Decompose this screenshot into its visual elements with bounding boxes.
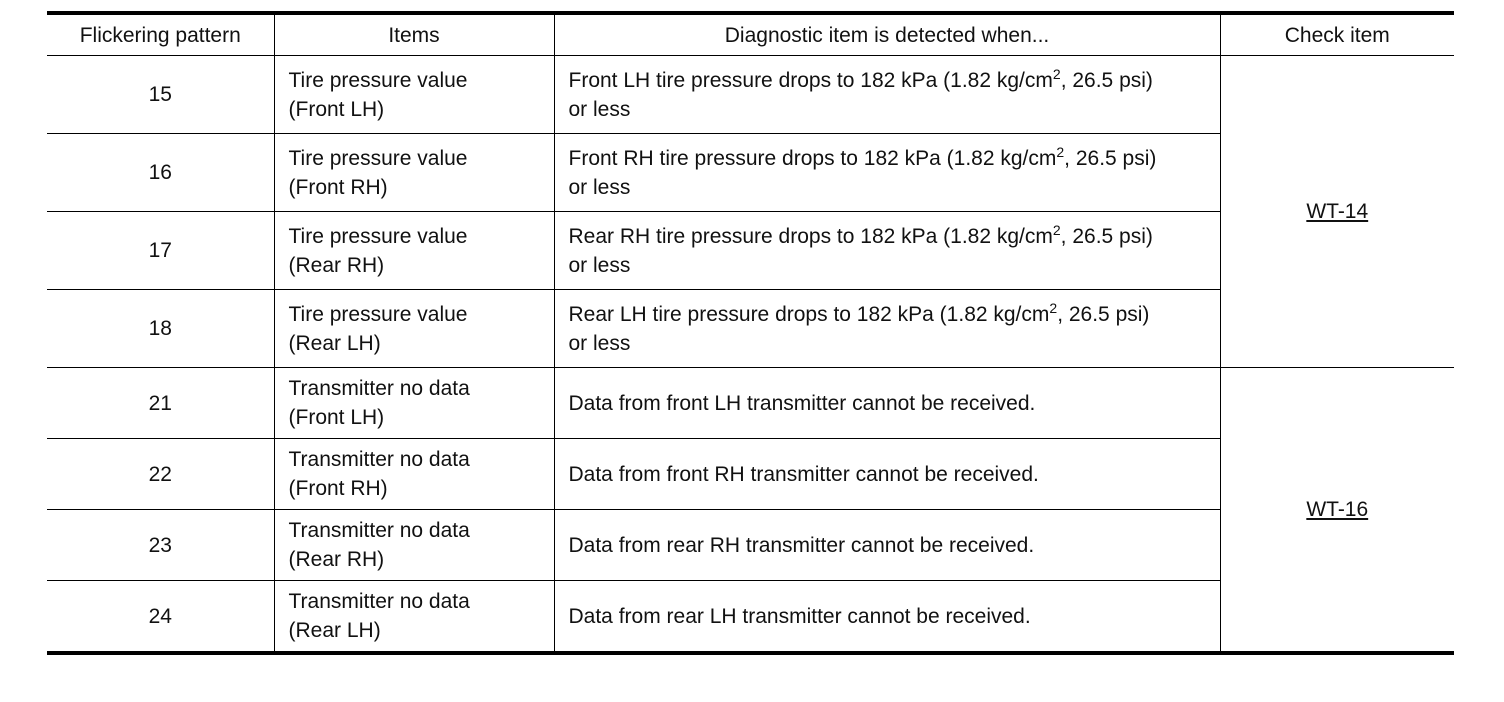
detection-cell xyxy=(554,212,1220,290)
table-row xyxy=(47,368,1454,439)
header-flickering-pattern: Flickering pattern xyxy=(47,13,274,56)
table-row xyxy=(47,56,1454,134)
item-line-2: (Front RH) xyxy=(288,477,388,500)
flickering-pattern-cell: 21 xyxy=(47,368,274,439)
flickering-pattern-cell: 22 xyxy=(47,439,274,510)
check-item-link-wt14[interactable]: WT-14 xyxy=(1306,200,1369,223)
detection-text-end: , 26.5 psi) xyxy=(1064,146,1157,170)
item-cell xyxy=(274,510,554,581)
diagnostic-table xyxy=(47,11,1454,655)
item-cell xyxy=(274,581,554,654)
item-cell xyxy=(274,368,554,439)
detection-line-2: or less xyxy=(568,175,631,199)
flickering-pattern-cell: 17 xyxy=(47,212,274,290)
item-cell xyxy=(274,439,554,510)
detection-superscript: 2 xyxy=(1052,221,1061,238)
detection-cell: Data from front LH transmitter cannot be received. xyxy=(554,368,1220,439)
flickering-pattern-cell: 16 xyxy=(47,134,274,212)
item-line-2: (Front LH) xyxy=(288,97,385,121)
flickering-pattern-cell: 23 xyxy=(47,510,274,581)
detection-cell xyxy=(554,290,1220,368)
detection-cell xyxy=(554,56,1220,134)
detection-text: Rear LH tire pressure drops to 182 kPa (1.82 kg/cm xyxy=(568,302,1050,326)
item-cell xyxy=(274,56,554,134)
header-detected-when: Diagnostic item is detected when... xyxy=(554,13,1220,56)
detection-line-2: or less xyxy=(568,97,631,121)
detection-cell: Data from front RH transmitter cannot be received. xyxy=(554,439,1220,510)
item-line-1: Tire pressure value xyxy=(288,302,468,326)
header-items: Items xyxy=(274,13,554,56)
item-line-2: (Rear LH) xyxy=(288,331,381,355)
detection-text-end: , 26.5 psi) xyxy=(1060,68,1153,92)
flickering-pattern-cell: 24 xyxy=(47,581,274,654)
item-line-2: (Rear LH) xyxy=(288,619,381,642)
item-line-1: Tire pressure value xyxy=(288,146,468,170)
detection-text-end: , 26.5 psi) xyxy=(1057,302,1150,326)
item-line-1: Transmitter no data xyxy=(288,377,470,400)
item-line-1: Transmitter no data xyxy=(288,448,470,471)
detection-superscript: 2 xyxy=(1049,299,1058,316)
item-cell xyxy=(274,212,554,290)
item-cell xyxy=(274,134,554,212)
header-row xyxy=(47,13,1454,56)
detection-line-2: or less xyxy=(568,253,631,277)
detection-text: Rear RH tire pressure drops to 182 kPa (1.82 kg/cm xyxy=(568,224,1053,248)
flickering-pattern-cell: 15 xyxy=(47,56,274,134)
item-line-2: (Rear RH) xyxy=(288,548,385,571)
check-item-cell xyxy=(1220,56,1454,368)
header-check-item: Check item xyxy=(1220,13,1454,56)
flickering-pattern-cell: 18 xyxy=(47,290,274,368)
detection-cell: Data from rear LH transmitter cannot be received. xyxy=(554,581,1220,654)
item-line-2: (Front RH) xyxy=(288,175,388,199)
detection-text-end: , 26.5 psi) xyxy=(1060,224,1153,248)
check-item-link-wt16[interactable]: WT-16 xyxy=(1306,498,1369,521)
detection-superscript: 2 xyxy=(1056,143,1065,160)
item-line-1: Transmitter no data xyxy=(288,519,470,542)
detection-text: Front LH tire pressure drops to 182 kPa (1.82 kg/cm xyxy=(568,68,1053,92)
check-item-cell xyxy=(1220,368,1454,654)
item-line-2: (Front LH) xyxy=(288,406,385,429)
item-line-1: Tire pressure value xyxy=(288,224,468,248)
detection-cell xyxy=(554,134,1220,212)
detection-line-2: or less xyxy=(568,331,631,355)
detection-cell: Data from rear RH transmitter cannot be received. xyxy=(554,510,1220,581)
detection-superscript: 2 xyxy=(1052,65,1061,82)
item-line-1: Transmitter no data xyxy=(288,590,470,613)
item-line-1: Tire pressure value xyxy=(288,68,468,92)
item-line-2: (Rear RH) xyxy=(288,253,385,277)
item-cell xyxy=(274,290,554,368)
detection-text: Front RH tire pressure drops to 182 kPa (1.82 kg/cm xyxy=(568,146,1057,170)
